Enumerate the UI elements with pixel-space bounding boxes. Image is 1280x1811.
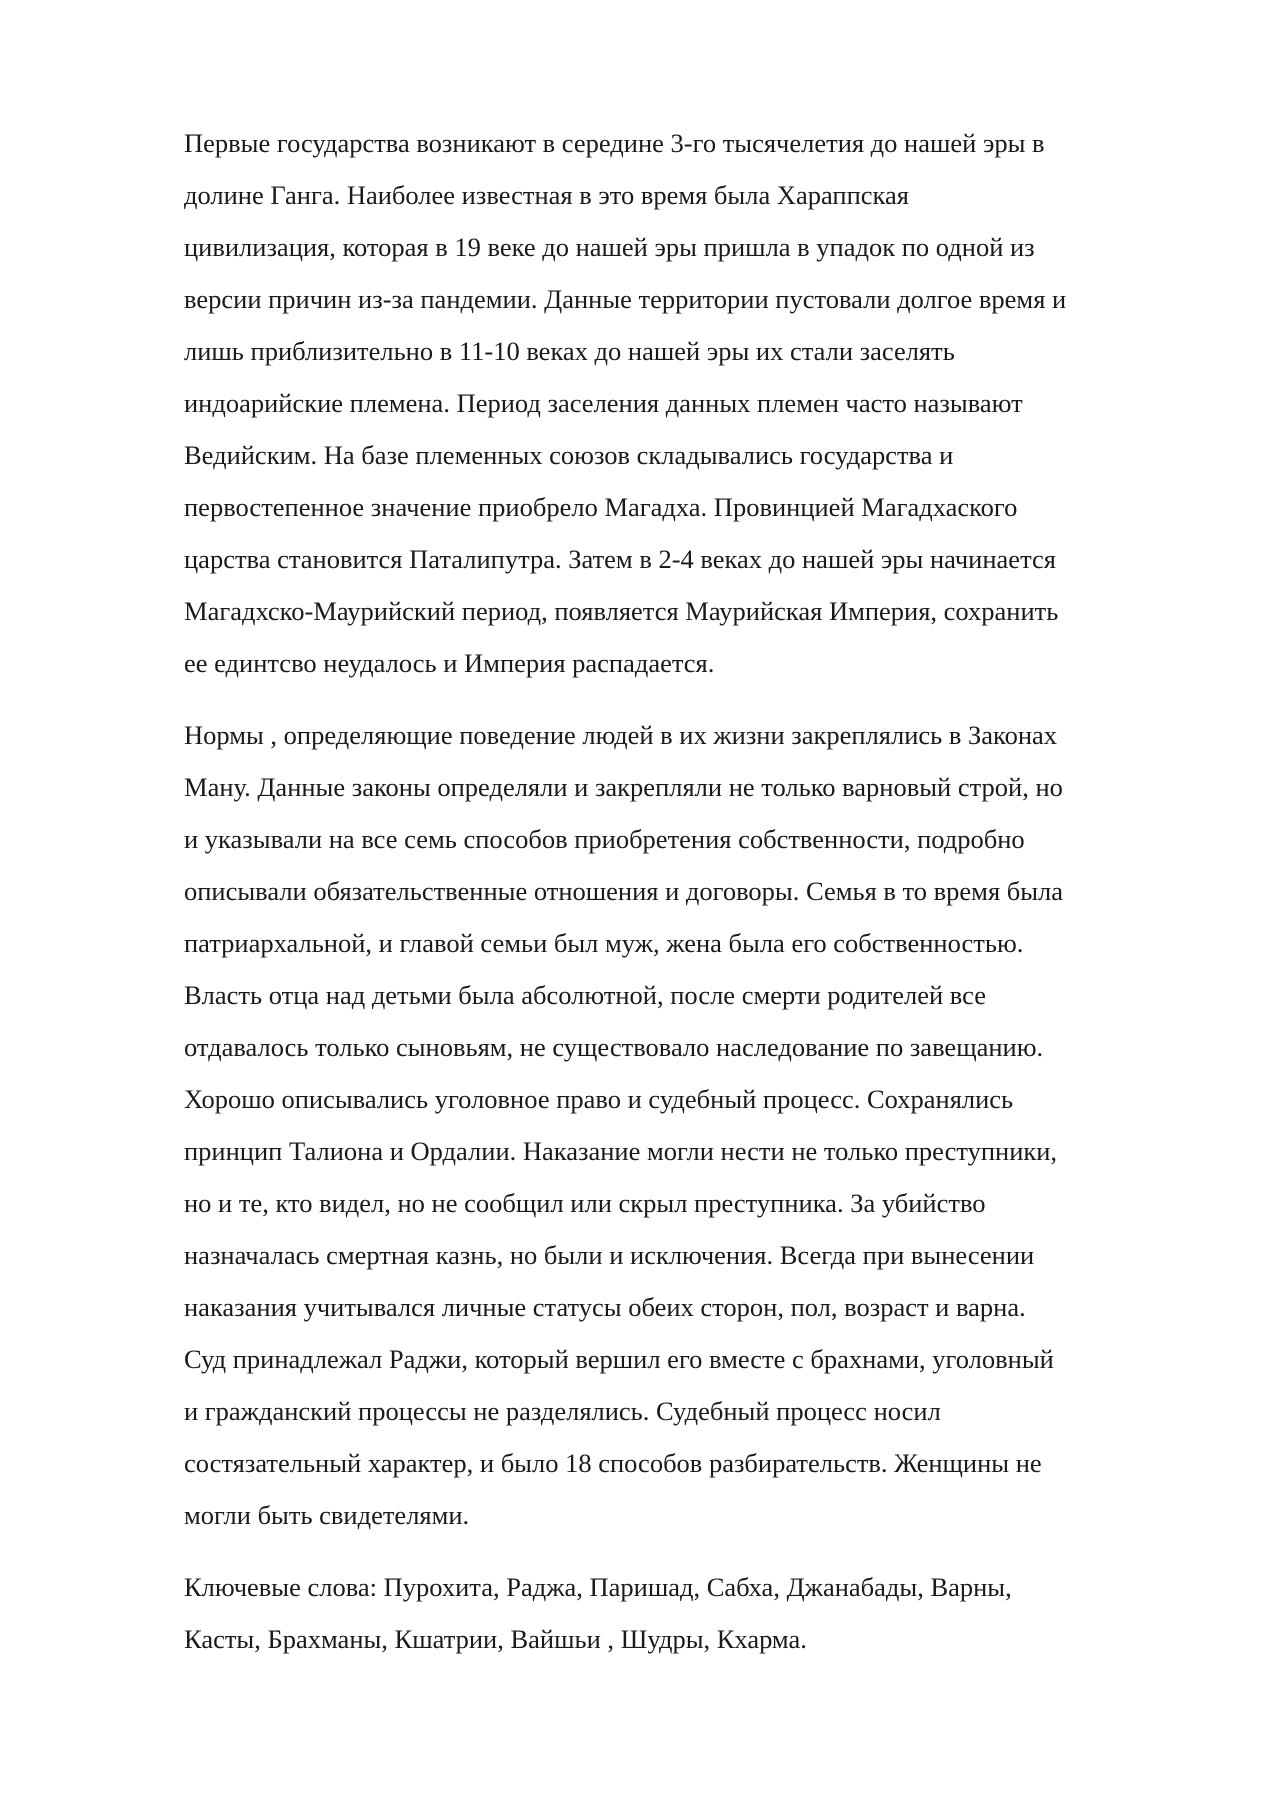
document-body xyxy=(184,117,1206,1685)
text-line: Касты, Брахманы, Кшатрии, Вайшьи , Шудры, Кхарма. xyxy=(184,1624,807,1654)
text-line: и гражданский процессы не разделялись. Судебный процесс носил xyxy=(184,1396,941,1426)
text-line: но и те, кто видел, но не сообщил или скрыл преступника. За убийство xyxy=(184,1188,986,1218)
text-line: Первые государства возникают в середине 3-го тысячелетия до нашей эры в xyxy=(184,128,1045,158)
text-line: принцип Талиона и Ордалии. Наказание могли нести не только преступники, xyxy=(184,1136,1058,1166)
text-line: и указывали на все семь способов приобретения собственности, подробно xyxy=(184,824,1025,854)
text-line: Хорошо описывались уголовное право и судебный процесс. Сохранялись xyxy=(184,1084,1014,1114)
paragraph-keywords xyxy=(184,1561,1206,1665)
text-line: версии причин из-за пандемии. Данные территории пустовали долгое время и xyxy=(184,284,1067,314)
text-line: Ключевые слова: Пурохита, Раджа, Паришад, Сабха, Джанабады, Варны, xyxy=(184,1572,1012,1602)
text-line: назначалась смертная казнь, но были и исключения. Всегда при вынесении xyxy=(184,1240,1035,1270)
text-line: патриархальной, и главой семьи был муж, жена была его собственностью. xyxy=(184,928,1024,958)
text-line: цивилизация, которая в 19 веке до нашей эры пришла в упадок по одной из xyxy=(184,232,1035,262)
text-line: Ману. Данные законы определяли и закрепляли не только варновый строй, но xyxy=(184,772,1063,802)
text-line: индоарийские племена. Период заселения данных племен часто называют xyxy=(184,388,1023,418)
text-line: Нормы , определяющие поведение людей в их жизни закреплялись в Законах xyxy=(184,720,1058,750)
text-line: описывали обязательственные отношения и договоры. Семья в то время была xyxy=(184,876,1064,906)
text-line: наказания учитывался личные статусы обеих сторон, пол, возраст и варна. xyxy=(184,1292,1026,1322)
text-line: отдавалось только сыновьям, не существовало наследование по завещанию. xyxy=(184,1032,1044,1062)
paragraph-history xyxy=(184,117,1206,689)
text-line: состязательный характер, и было 18 способов разбирательств. Женщины не xyxy=(184,1448,1042,1478)
text-line: могли быть свидетелями. xyxy=(184,1500,470,1530)
text-line: долине Ганга. Наиболее известная в это время была Хараппская xyxy=(184,180,909,210)
text-line: Ведийским. На базе племенных союзов складывались государства и xyxy=(184,440,954,470)
text-line: Власть отца над детьми была абсолютной, после смерти родителей все xyxy=(184,980,987,1010)
text-line: лишь приблизительно в 11-10 веках до нашей эры их стали заселять xyxy=(184,336,955,366)
paragraph-laws-of-manu xyxy=(184,709,1206,1541)
text-line: Суд принадлежал Раджи, который вершил его вместе с брахнами, уголовный xyxy=(184,1344,1054,1374)
text-line: Магадхско-Маурийский период, появляется Маурийская Империя, сохранить xyxy=(184,596,1059,626)
text-line: ее единтсво неудалось и Империя распадается. xyxy=(184,648,715,678)
text-line: первостепенное значение приобрело Магадха. Провинцией Магадхаского xyxy=(184,492,1018,522)
text-line: царства становится Паталипутра. Затем в 2-4 веках до нашей эры начинается xyxy=(184,544,1056,574)
